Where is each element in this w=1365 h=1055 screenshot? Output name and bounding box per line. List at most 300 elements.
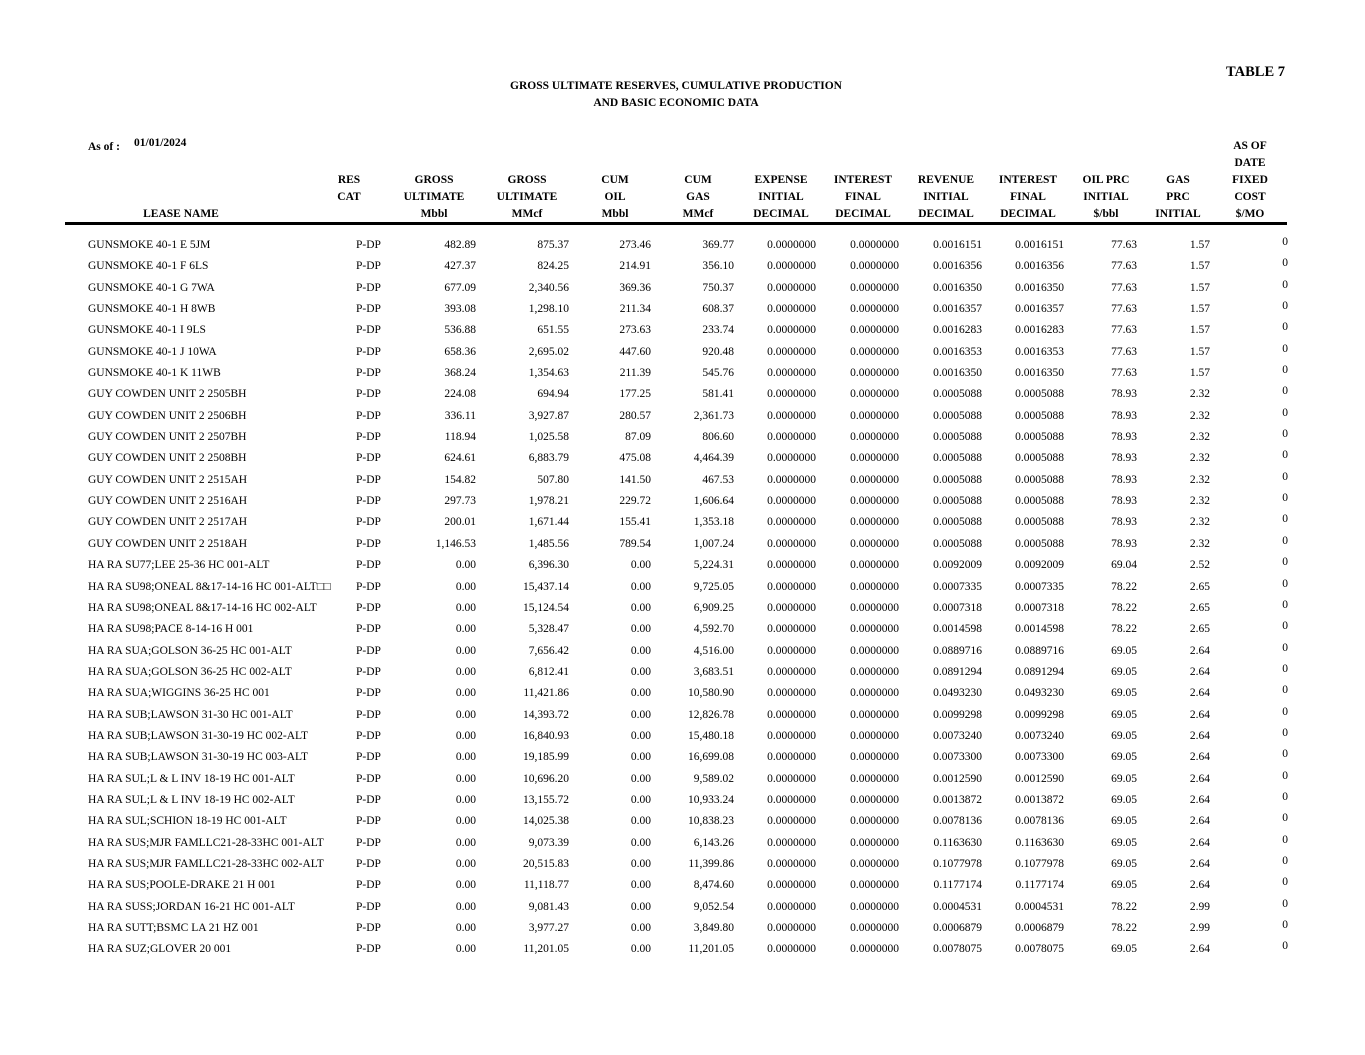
- cell-oilp: 69.05: [1111, 836, 1137, 849]
- cell-exp: 0.0000000: [767, 516, 816, 529]
- cell-intf: 0.0000000: [850, 516, 899, 529]
- cell-gasp: 2.65: [1189, 580, 1210, 593]
- cell-goil: 0.00: [455, 751, 476, 764]
- cell-fixed: 0: [1282, 428, 1288, 441]
- cell-rev: 0.0889716: [933, 644, 982, 657]
- cell-gasp: 2.64: [1189, 644, 1210, 657]
- lease-name: HA RA SUB;LAWSON 31-30 HC 001-ALT: [88, 708, 293, 721]
- header-cat-line: RES: [337, 174, 361, 186]
- cell-exp: 0.0000000: [767, 431, 816, 444]
- cell-rev: 0.0092009: [933, 559, 982, 572]
- cell-intf: 0.0000000: [850, 879, 899, 892]
- cell-goil: 368.24: [444, 367, 476, 380]
- cell-cgas: 4,464.39: [693, 452, 734, 465]
- cell-ggas: 1,298.10: [528, 303, 569, 316]
- cell-rev: 0.0891294: [933, 665, 982, 678]
- cell-coil: 0.00: [630, 559, 651, 572]
- header-rev-line: REVENUE: [917, 174, 975, 186]
- lease-name: HA RA SUTT;BSMC LA 21 HZ 001: [88, 922, 259, 934]
- cell-rev: 0.0005088: [933, 495, 982, 508]
- cell-exp: 0.0000000: [767, 836, 816, 849]
- cell-fixed: 0: [1282, 876, 1288, 889]
- table-row: [0, 919, 1365, 940]
- lease-name: GUNSMOKE 40-1 G 7WA: [88, 281, 215, 294]
- cell-rev: 0.0005088: [933, 431, 982, 444]
- header-ggas-line: MMcf: [511, 208, 543, 220]
- cell-oilp: 78.93: [1111, 473, 1137, 486]
- cell-gasp: 2.64: [1189, 943, 1210, 956]
- cell-coil: 214.91: [619, 260, 651, 273]
- res-cat: P-DP: [356, 580, 381, 593]
- cell-oilp: 78.93: [1111, 388, 1137, 401]
- lease-name: GUNSMOKE 40-1 K 11WB: [88, 367, 221, 380]
- cell-intf2: 0.0016356: [1015, 260, 1064, 273]
- res-cat: P-DP: [356, 367, 381, 380]
- res-cat: P-DP: [356, 857, 381, 870]
- cell-intf2: 0.0007335: [1015, 580, 1064, 593]
- cell-cgas: 3,683.51: [693, 665, 734, 678]
- cell-cgas: 750.37: [702, 281, 734, 294]
- cell-intf: 0.0000000: [850, 772, 899, 785]
- table-row: [0, 471, 1365, 492]
- cell-exp: 0.0000000: [767, 559, 816, 572]
- cell-intf: 0.0000000: [850, 473, 899, 486]
- cell-coil: 0.00: [630, 623, 651, 636]
- cell-exp: 0.0000000: [767, 580, 816, 593]
- cell-rev: 0.0016350: [933, 281, 982, 294]
- cell-oilp: 78.93: [1111, 495, 1137, 508]
- cell-oilp: 69.05: [1111, 815, 1137, 828]
- cell-fixed: 0: [1282, 620, 1288, 633]
- lease-name: HA RA SUZ;GLOVER 20 001: [88, 943, 232, 956]
- header-exp-line: INITIAL: [758, 191, 804, 203]
- cell-oilp: 77.63: [1111, 345, 1137, 358]
- header-fixed-line: AS OF: [1233, 140, 1267, 152]
- cell-coil: 789.54: [619, 537, 651, 550]
- cell-goil: 393.08: [444, 303, 476, 316]
- cell-ggas: 1,978.21: [528, 495, 569, 508]
- cell-fixed: 0: [1282, 854, 1288, 867]
- cell-gasp: 2.52: [1189, 559, 1210, 572]
- cell-intf2: 0.0006879: [1015, 922, 1064, 934]
- cell-exp: 0.0000000: [767, 260, 816, 273]
- res-cat: P-DP: [356, 815, 381, 828]
- header-exp-line: EXPENSE: [754, 174, 808, 186]
- cell-gasp: 2.64: [1189, 665, 1210, 678]
- cell-goil: 297.73: [444, 495, 476, 508]
- cell-gasp: 2.32: [1189, 537, 1210, 550]
- table-row: [0, 449, 1365, 470]
- cell-exp: 0.0000000: [767, 922, 816, 934]
- cell-goil: 1,146.53: [435, 537, 476, 550]
- cell-gasp: 1.57: [1189, 345, 1210, 358]
- cell-ggas: 13,155.72: [523, 793, 569, 806]
- cell-intf: 0.0000000: [850, 367, 899, 380]
- cell-intf: 0.0000000: [850, 687, 899, 700]
- cell-oilp: 69.05: [1111, 943, 1137, 956]
- cell-ggas: 3,927.87: [528, 409, 569, 422]
- res-cat: P-DP: [356, 516, 381, 529]
- header-ggas-line: GROSS: [507, 174, 547, 186]
- table-row: [0, 727, 1365, 748]
- cell-rev: 0.0016283: [933, 324, 982, 337]
- cell-intf2: 0.0092009: [1015, 559, 1064, 572]
- cell-coil: 155.41: [619, 516, 651, 529]
- header-cgas-line: GAS: [686, 191, 710, 203]
- lease-name: HA RA SUL;SCHION 18-19 HC 001-ALT: [88, 815, 287, 828]
- cell-intf: 0.0000000: [850, 943, 899, 956]
- cell-intf: 0.0000000: [850, 431, 899, 444]
- cell-fixed: 0: [1282, 406, 1288, 419]
- cell-intf: 0.0000000: [850, 729, 899, 742]
- cell-gasp: 1.57: [1189, 281, 1210, 294]
- header-fixed-line: FIXED: [1232, 174, 1268, 186]
- cell-gasp: 1.57: [1189, 260, 1210, 273]
- cell-rev: 0.0014598: [933, 623, 982, 636]
- cell-intf2: 0.0005088: [1015, 516, 1064, 529]
- cell-intf2: 0.0016353: [1015, 345, 1064, 358]
- cell-coil: 0.00: [630, 836, 651, 849]
- lease-name: HA RA SU77;LEE 25-36 HC 001-ALT: [88, 559, 270, 572]
- res-cat: P-DP: [356, 559, 381, 572]
- cell-gasp: 2.32: [1189, 473, 1210, 486]
- cell-exp: 0.0000000: [767, 815, 816, 828]
- cell-intf: 0.0000000: [850, 665, 899, 678]
- cell-fixed: 0: [1282, 534, 1288, 547]
- cell-intf: 0.0000000: [850, 793, 899, 806]
- cell-exp: 0.0000000: [767, 388, 816, 401]
- cell-goil: 0.00: [455, 601, 476, 614]
- cell-oilp: 69.05: [1111, 879, 1137, 892]
- cell-fixed: 0: [1282, 790, 1288, 803]
- cell-fixed: 0: [1282, 236, 1288, 248]
- res-cat: P-DP: [356, 537, 381, 550]
- cell-oilp: 77.63: [1111, 239, 1137, 251]
- cell-oilp: 69.05: [1111, 665, 1137, 678]
- cell-rev: 0.0005088: [933, 537, 982, 550]
- cell-intf: 0.0000000: [850, 922, 899, 934]
- cell-fixed: 0: [1282, 278, 1288, 291]
- cell-fixed: 0: [1282, 812, 1288, 825]
- cell-fixed: 0: [1282, 492, 1288, 505]
- cell-cgas: 608.37: [702, 303, 734, 316]
- header-oilp-line: $/bbl: [1093, 208, 1119, 220]
- table-row: [0, 812, 1365, 833]
- cell-ggas: 651.55: [537, 324, 569, 337]
- cell-intf2: 0.0493230: [1015, 687, 1064, 700]
- cell-fixed: 0: [1282, 556, 1288, 569]
- lease-name: HA RA SU98;ONEAL 8&17-14-16 HC 001-ALT□□: [88, 580, 331, 593]
- cell-gasp: 1.57: [1189, 239, 1210, 251]
- cell-intf2: 0.0005088: [1015, 452, 1064, 465]
- cell-goil: 0.00: [455, 879, 476, 892]
- cell-ggas: 1,354.63: [528, 367, 569, 380]
- cell-ggas: 1,671.44: [528, 516, 569, 529]
- cell-coil: 0.00: [630, 601, 651, 614]
- header-lease-line: LEASE NAME: [143, 208, 219, 220]
- cell-exp: 0.0000000: [767, 601, 816, 614]
- cell-ggas: 6,812.41: [528, 665, 569, 678]
- lease-name: GUY COWDEN UNIT 2 2517AH: [88, 516, 248, 529]
- cell-coil: 0.00: [630, 665, 651, 678]
- cell-intf: 0.0000000: [850, 409, 899, 422]
- cell-exp: 0.0000000: [767, 772, 816, 785]
- table-row: [0, 535, 1365, 556]
- cell-ggas: 6,883.79: [528, 452, 569, 465]
- lease-name: GUNSMOKE 40-1 H 8WB: [88, 303, 216, 316]
- header-intf-line: INTEREST: [833, 174, 893, 186]
- cell-intf2: 0.1163630: [1015, 836, 1064, 849]
- cell-gasp: 2.32: [1189, 388, 1210, 401]
- cell-ggas: 11,118.77: [523, 879, 569, 892]
- cell-intf: 0.0000000: [850, 559, 899, 572]
- cell-intf2: 0.0016357: [1015, 303, 1064, 316]
- table-row: [0, 791, 1365, 812]
- table-row: [0, 898, 1365, 919]
- cell-intf: 0.0000000: [850, 452, 899, 465]
- cell-ggas: 9,081.43: [528, 900, 569, 913]
- cell-rev: 0.0016151: [933, 239, 982, 251]
- cell-rev: 0.0099298: [933, 708, 982, 721]
- cell-ggas: 694.94: [537, 388, 569, 401]
- cell-coil: 87.09: [625, 431, 651, 444]
- res-cat: P-DP: [356, 388, 381, 401]
- cell-oilp: 69.05: [1111, 772, 1137, 785]
- cell-gasp: 2.32: [1189, 452, 1210, 465]
- cell-coil: 0.00: [630, 772, 651, 785]
- cell-exp: 0.0000000: [767, 623, 816, 636]
- cell-coil: 211.34: [619, 303, 651, 316]
- lease-name: HA RA SUL;L & L INV 18-19 HC 001-ALT: [88, 772, 295, 785]
- cell-exp: 0.0000000: [767, 537, 816, 550]
- cell-intf2: 0.1177174: [1015, 879, 1064, 892]
- cell-coil: 0.00: [630, 708, 651, 721]
- cell-cgas: 10,580.90: [688, 687, 734, 700]
- cell-coil: 177.25: [619, 388, 651, 401]
- cell-fixed: 0: [1282, 940, 1288, 953]
- cell-intf: 0.0000000: [850, 324, 899, 337]
- res-cat: P-DP: [356, 900, 381, 913]
- cell-goil: 0.00: [455, 687, 476, 700]
- cell-ggas: 824.25: [537, 260, 569, 273]
- report-title-line-1: GROSS ULTIMATE RESERVES, CUMULATIVE PRODUCTION: [510, 80, 842, 92]
- cell-goil: 0.00: [455, 900, 476, 913]
- cell-intf: 0.0000000: [850, 537, 899, 550]
- cell-ggas: 6,396.30: [528, 559, 569, 572]
- cell-fixed: 0: [1282, 684, 1288, 697]
- cell-intf: 0.0000000: [850, 708, 899, 721]
- cell-coil: 0.00: [630, 922, 651, 934]
- lease-name: GUNSMOKE 40-1 E 5JM: [88, 239, 211, 251]
- table-row: [0, 428, 1365, 449]
- lease-name: HA RA SUS;MJR FAMLLC21-28-33HC 002-ALT: [88, 857, 324, 870]
- cell-intf2: 0.1077978: [1015, 857, 1064, 870]
- cell-ggas: 5,328.47: [528, 623, 569, 636]
- header-goil-line: GROSS: [414, 174, 454, 186]
- res-cat: P-DP: [356, 922, 381, 934]
- cell-oilp: 69.05: [1111, 793, 1137, 806]
- cell-oilp: 77.63: [1111, 303, 1137, 316]
- cell-gasp: 1.57: [1189, 324, 1210, 337]
- cell-rev: 0.0005088: [933, 473, 982, 486]
- header-intf2-line: INTEREST: [998, 174, 1058, 186]
- cell-coil: 273.63: [619, 324, 651, 337]
- header-coil-line: Mbbl: [601, 208, 629, 220]
- cell-intf: 0.0000000: [850, 580, 899, 593]
- cell-rev: 0.0013872: [933, 793, 982, 806]
- cell-cgas: 5,224.31: [693, 559, 734, 572]
- cell-cgas: 9,725.05: [693, 580, 734, 593]
- cell-ggas: 14,393.72: [523, 708, 569, 721]
- cell-cgas: 1,606.64: [693, 495, 734, 508]
- cell-goil: 224.08: [444, 388, 476, 401]
- cell-ggas: 7,656.42: [528, 644, 569, 657]
- cell-oilp: 77.63: [1111, 324, 1137, 337]
- lease-name: HA RA SU98;ONEAL 8&17-14-16 HC 002-ALT: [88, 601, 317, 614]
- table-row: [0, 578, 1365, 599]
- cell-fixed: 0: [1282, 705, 1288, 718]
- cell-cgas: 11,201.05: [688, 943, 734, 956]
- cell-gasp: 2.99: [1189, 900, 1210, 913]
- cell-intf2: 0.0099298: [1015, 708, 1064, 721]
- table-row: [0, 620, 1365, 641]
- cell-fixed: 0: [1282, 342, 1288, 355]
- cell-rev: 0.0006879: [933, 922, 982, 934]
- cell-fixed: 0: [1282, 385, 1288, 398]
- cell-intf: 0.0000000: [850, 815, 899, 828]
- res-cat: P-DP: [356, 793, 381, 806]
- table-row: [0, 492, 1365, 513]
- header-goil-line: ULTIMATE: [403, 191, 465, 203]
- cell-fixed: 0: [1282, 577, 1288, 590]
- res-cat: P-DP: [356, 708, 381, 721]
- header-cat-line: CAT: [337, 191, 361, 203]
- cell-fixed: 0: [1282, 513, 1288, 526]
- cell-coil: 0.00: [630, 751, 651, 764]
- cell-cgas: 9,589.02: [693, 772, 734, 785]
- cell-gasp: 2.64: [1189, 836, 1210, 849]
- cell-gasp: 2.65: [1189, 623, 1210, 636]
- cell-fixed: 0: [1282, 449, 1288, 462]
- cell-oilp: 78.22: [1111, 922, 1137, 934]
- header-gasp-line: PRC: [1166, 191, 1190, 203]
- lease-name: GUY COWDEN UNIT 2 2516AH: [88, 495, 248, 508]
- cell-fixed: 0: [1282, 321, 1288, 334]
- cell-goil: 0.00: [455, 772, 476, 785]
- cell-oilp: 78.22: [1111, 900, 1137, 913]
- cell-cgas: 1,007.24: [693, 537, 734, 550]
- cell-coil: 475.08: [619, 452, 651, 465]
- cell-goil: 0.00: [455, 708, 476, 721]
- lease-name: HA RA SUB;LAWSON 31-30-19 HC 003-ALT: [88, 751, 309, 764]
- cell-rev: 0.0016350: [933, 367, 982, 380]
- cell-oilp: 78.22: [1111, 623, 1137, 636]
- cell-ggas: 19,185.99: [523, 751, 569, 764]
- cell-intf: 0.0000000: [850, 303, 899, 316]
- cell-intf2: 0.0005088: [1015, 537, 1064, 550]
- cell-intf2: 0.0078136: [1015, 815, 1064, 828]
- cell-goil: 0.00: [455, 815, 476, 828]
- table-row: [0, 257, 1365, 278]
- cell-intf: 0.0000000: [850, 345, 899, 358]
- cell-fixed: 0: [1282, 641, 1288, 654]
- cell-intf2: 0.0016350: [1015, 281, 1064, 294]
- cell-rev: 0.0016353: [933, 345, 982, 358]
- cell-goil: 536.88: [444, 324, 476, 337]
- res-cat: P-DP: [356, 836, 381, 849]
- lease-name: HA RA SUSS;JORDAN 16-21 HC 001-ALT: [88, 900, 295, 913]
- lease-name: GUY COWDEN UNIT 2 2518AH: [88, 537, 248, 550]
- cell-ggas: 2,340.56: [528, 281, 569, 294]
- table-row: [0, 663, 1365, 684]
- table-row: [0, 940, 1365, 961]
- table-row: [0, 364, 1365, 385]
- cell-ggas: 3,977.27: [528, 922, 569, 934]
- lease-name: GUY COWDEN UNIT 2 2515AH: [88, 473, 248, 486]
- cell-goil: 336.11: [444, 409, 476, 422]
- cell-cgas: 10,838.23: [688, 815, 734, 828]
- cell-cgas: 369.77: [702, 239, 734, 251]
- lease-name: HA RA SUA;GOLSON 36-25 HC 001-ALT: [88, 644, 292, 657]
- cell-rev: 0.0005088: [933, 388, 982, 401]
- header-ggas-line: ULTIMATE: [496, 191, 558, 203]
- cell-intf2: 0.0073240: [1015, 729, 1064, 742]
- lease-name: GUY COWDEN UNIT 2 2505BH: [88, 388, 247, 401]
- cell-gasp: 2.32: [1189, 409, 1210, 422]
- cell-oilp: 69.05: [1111, 708, 1137, 721]
- res-cat: P-DP: [356, 879, 381, 892]
- cell-fixed: 0: [1282, 748, 1288, 761]
- cell-goil: 624.61: [444, 452, 476, 465]
- cell-fixed: 0: [1282, 726, 1288, 739]
- cell-goil: 0.00: [455, 665, 476, 678]
- cell-exp: 0.0000000: [767, 687, 816, 700]
- table-row: [0, 770, 1365, 791]
- cell-exp: 0.0000000: [767, 452, 816, 465]
- res-cat: P-DP: [356, 623, 381, 636]
- header-rev-line: INITIAL: [923, 191, 969, 203]
- cell-rev: 0.0078075: [933, 943, 982, 956]
- cell-ggas: 9,073.39: [528, 836, 569, 849]
- lease-name: GUNSMOKE 40-1 J 10WA: [88, 345, 217, 358]
- cell-oilp: 69.05: [1111, 687, 1137, 700]
- cell-intf: 0.0000000: [850, 239, 899, 251]
- cell-coil: 369.36: [619, 281, 651, 294]
- cell-gasp: 2.32: [1189, 516, 1210, 529]
- cell-exp: 0.0000000: [767, 281, 816, 294]
- res-cat: P-DP: [356, 324, 381, 337]
- cell-exp: 0.0000000: [767, 943, 816, 956]
- lease-name: HA RA SUA;WIGGINS 36-25 HC 001: [88, 687, 270, 700]
- cell-ggas: 875.37: [537, 239, 569, 251]
- cell-cgas: 3,849.80: [693, 922, 734, 934]
- cell-intf: 0.0000000: [850, 644, 899, 657]
- cell-coil: 211.39: [619, 367, 651, 380]
- cell-rev: 0.0007335: [933, 580, 982, 593]
- res-cat: P-DP: [356, 239, 381, 251]
- cell-goil: 0.00: [455, 857, 476, 870]
- cell-cgas: 545.76: [702, 367, 734, 380]
- cell-intf2: 0.0005088: [1015, 473, 1064, 486]
- cell-coil: 0.00: [630, 815, 651, 828]
- res-cat: P-DP: [356, 473, 381, 486]
- cell-intf: 0.0000000: [850, 836, 899, 849]
- cell-cgas: 2,361.73: [693, 409, 734, 422]
- cell-coil: 0.00: [630, 943, 651, 956]
- res-cat: P-DP: [356, 431, 381, 444]
- table-row: [0, 321, 1365, 342]
- cell-fixed: 0: [1282, 300, 1288, 313]
